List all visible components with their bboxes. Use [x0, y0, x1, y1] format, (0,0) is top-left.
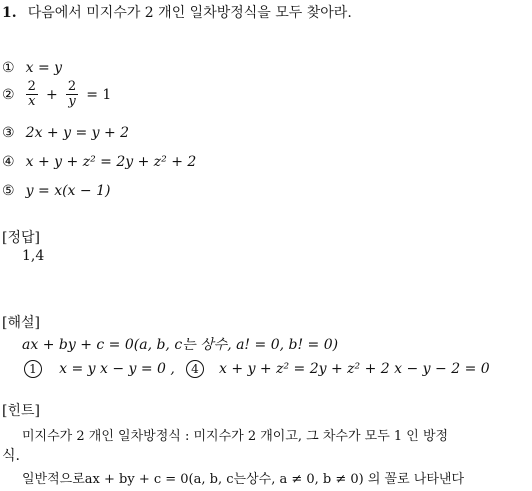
- hint-line-1-continued: 식.: [2, 448, 20, 464]
- fraction-numerator: 2: [27, 79, 36, 94]
- option-mark: ②: [2, 86, 15, 103]
- option-expr: x + y + z² = 2y + z² + 2: [25, 154, 197, 170]
- explanation-label: [해설]: [2, 315, 40, 331]
- option-3: [2, 122, 129, 141]
- explanation-line-2: [24, 358, 490, 378]
- option-mark: ④: [2, 154, 15, 170]
- fraction: [66, 80, 78, 109]
- answer-label: [정답]: [2, 230, 40, 246]
- hint-line-1: 미지수가 2 개인 일차방정식 : 미지수가 2 개이고, 그 차수가 모두 1 인 방정: [22, 429, 449, 444]
- option-expr: y = x(x − 1): [25, 183, 111, 199]
- fraction-denominator: y: [68, 94, 76, 109]
- option-expr: x = y: [25, 60, 63, 76]
- option-expr: 2x + y = y + 2: [25, 125, 130, 141]
- answer-value: 1,4: [22, 248, 45, 264]
- question-number: 1.: [2, 5, 17, 21]
- fraction: [26, 80, 38, 109]
- circled-number: 1: [24, 360, 42, 378]
- option-4: [2, 151, 196, 170]
- hint-line-2: 일반적으로ax + by + c = 0(a, b, c는상수, a ≠ 0, b ≠ 0) 의 꼴로 나타낸다: [22, 472, 465, 487]
- plus-sign: +: [46, 86, 58, 103]
- option-mark: ①: [2, 60, 15, 76]
- option-mark: ⑤: [2, 183, 15, 199]
- option-1: [2, 57, 62, 76]
- fraction-denominator: x: [28, 94, 36, 109]
- explanation-line-1: ax + by + c = 0(a, b, c는 상수, a! = 0, b! = 0): [22, 337, 339, 353]
- option-5: [2, 180, 110, 199]
- option-mark: ③: [2, 125, 15, 141]
- question: [2, 2, 352, 22]
- circled-number: 4: [186, 360, 204, 378]
- option-2: [2, 80, 111, 109]
- explanation-part-1: x = y x − y = 0 ,: [59, 361, 175, 377]
- hint-label: [힌트]: [2, 403, 40, 419]
- question-text: 다음에서 미지수가 2 개인 일차방정식을 모두 찾아라.: [27, 5, 352, 21]
- option-rhs: = 1: [86, 86, 112, 103]
- fraction-numerator: 2: [67, 79, 77, 94]
- explanation-part-2: x + y + z² = 2y + z² + 2 x − y − 2 = 0: [219, 361, 490, 377]
